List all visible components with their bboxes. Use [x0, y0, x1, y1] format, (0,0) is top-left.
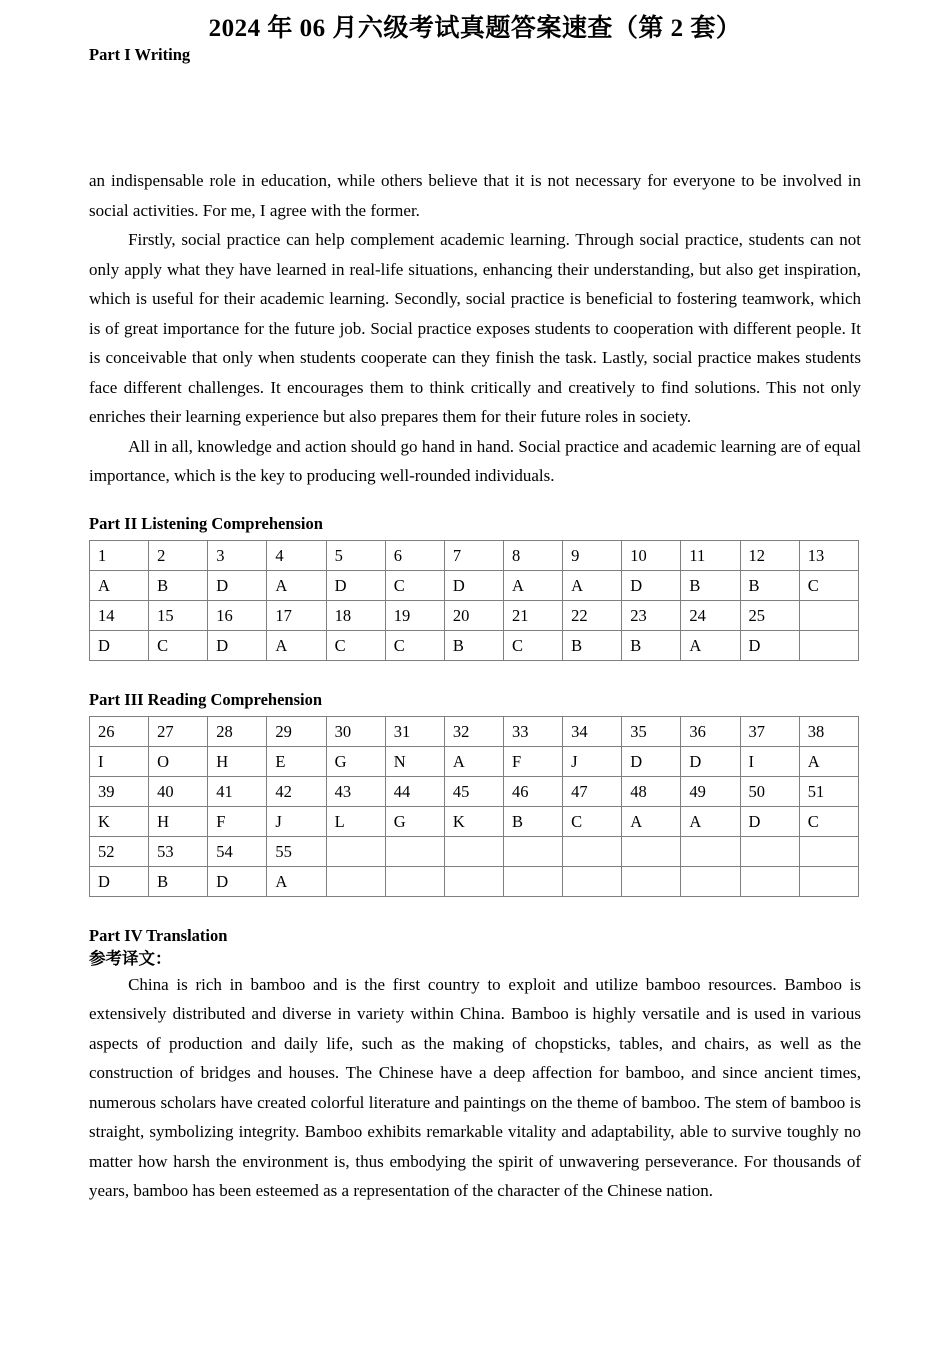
table-row [90, 807, 859, 837]
table-cell: 28 [208, 717, 267, 747]
table-cell: 39 [90, 777, 149, 807]
table-cell: 19 [385, 601, 444, 631]
table-cell: B [149, 867, 208, 897]
table-cell [503, 867, 562, 897]
table-cell: I [90, 747, 149, 777]
table-cell: A [563, 571, 622, 601]
table-cell: 48 [622, 777, 681, 807]
table-cell: B [740, 571, 799, 601]
table-cell: A [90, 571, 149, 601]
table-cell: 23 [622, 601, 681, 631]
table-cell: C [385, 631, 444, 661]
listening-answer-table-body [90, 541, 859, 661]
part-1-heading: Part I Writing [89, 45, 191, 64]
table-cell: B [681, 571, 740, 601]
table-cell: D [326, 571, 385, 601]
table-cell [681, 837, 740, 867]
table-cell: 7 [444, 541, 503, 571]
table-cell: L [326, 807, 385, 837]
table-cell: B [503, 807, 562, 837]
table-cell: 11 [681, 541, 740, 571]
table-cell: 2 [149, 541, 208, 571]
table-cell: 26 [90, 717, 149, 747]
table-cell: J [267, 807, 326, 837]
table-row [90, 601, 859, 631]
table-row [90, 541, 859, 571]
table-cell: 46 [503, 777, 562, 807]
table-cell: 40 [149, 777, 208, 807]
table-cell [622, 837, 681, 867]
table-cell: 17 [267, 601, 326, 631]
table-cell: A [681, 631, 740, 661]
table-cell: 18 [326, 601, 385, 631]
table-cell: 29 [267, 717, 326, 747]
table-cell: D [681, 747, 740, 777]
table-cell [740, 837, 799, 867]
table-cell: 52 [90, 837, 149, 867]
part-2-heading: Part II Listening Comprehension [89, 513, 323, 533]
table-row [90, 717, 859, 747]
table-cell: C [149, 631, 208, 661]
table-cell: 14 [90, 601, 149, 631]
table-cell: H [149, 807, 208, 837]
listening-answer-table [89, 540, 859, 661]
table-cell: 15 [149, 601, 208, 631]
table-cell: N [385, 747, 444, 777]
table-cell [799, 837, 858, 867]
table-cell: A [622, 807, 681, 837]
table-cell: D [90, 867, 149, 897]
table-cell: 13 [799, 541, 858, 571]
table-cell: 45 [444, 777, 503, 807]
table-row [90, 631, 859, 661]
table-cell: D [622, 571, 681, 601]
table-cell [799, 601, 858, 631]
table-cell: 3 [208, 541, 267, 571]
table-cell: 21 [503, 601, 562, 631]
table-cell: 1 [90, 541, 149, 571]
table-cell: B [149, 571, 208, 601]
spacer-after-reading [89, 897, 861, 925]
translation-paragraph-1: China is rich in bamboo and is the first country to exploit and utilize bamboo resources. Bamboo is extensively distributed and diverse in variety within China. Bamboo is highly versatile and is used in various aspects of production and daily life, such as the making of chopsticks, tables, and chairs, as well as the construction of bridges and houses. The Chinese have a deep affection for bamboo, and since ancient times, numerous scholars have created colorful literature and paintings on the theme of bamboo. The stem of bamboo is straight, symbolizing integrity. Bamboo exhibits remarkable vitality and adaptability, able to survive toughly no matter how harsh the environment is, thus embodying the spirit of unwavering perseverance. For thousands of years, bamboo has been esteemed as a representation of the character of the Chinese nation. [89, 974, 861, 1201]
table-cell: I [740, 747, 799, 777]
table-cell: 10 [622, 541, 681, 571]
table-cell: 9 [563, 541, 622, 571]
table-cell: D [444, 571, 503, 601]
table-cell: 43 [326, 777, 385, 807]
writing-blank-area [89, 66, 861, 166]
table-cell: A [503, 571, 562, 601]
table-cell: 4 [267, 541, 326, 571]
table-cell: 44 [385, 777, 444, 807]
part-4-heading: Part IV Translation [89, 926, 228, 946]
table-cell: 8 [503, 541, 562, 571]
writing-paragraph-2: Firstly, social practice can help complement academic learning. Through social practice, students can not only apply what they have learned in real-life situations, enhancing their understanding, but also get inspiration, which is useful for their academic learning. Secondly, social practice is beneficial to fostering teamwork, which is of great importance for the future job. Social practice exposes students to cooperation with different people. It is conceivable that only when students cooperate can they finish the task. Lastly, social practice makes students face different challenges. It encourages them to think critically and creatively to find solutions. This not only enriches their learning experience but also prepares them for their future roles in society. [89, 230, 861, 427]
table-cell: O [149, 747, 208, 777]
table-cell: D [90, 631, 149, 661]
page-title: 2024 年 06 月六级考试真题答案速查（第 2 套） [208, 15, 742, 42]
table-cell: A [267, 867, 326, 897]
table-cell: C [326, 631, 385, 661]
table-cell: 51 [799, 777, 858, 807]
table-row [90, 777, 859, 807]
table-cell: D [208, 631, 267, 661]
table-cell: C [385, 571, 444, 601]
table-cell: 36 [681, 717, 740, 747]
table-cell: 34 [563, 717, 622, 747]
table-cell: D [208, 571, 267, 601]
table-cell: D [622, 747, 681, 777]
table-cell: 38 [799, 717, 858, 747]
writing-paragraph-1: an indispensable role in education, while others believe that it is not necessary for everyone to be involved in social activities. For me, I agree with the former. [89, 171, 861, 220]
table-cell [681, 867, 740, 897]
table-cell: E [267, 747, 326, 777]
table-cell: G [385, 807, 444, 837]
table-cell: 50 [740, 777, 799, 807]
table-cell [563, 867, 622, 897]
table-cell [385, 867, 444, 897]
table-cell [563, 837, 622, 867]
writing-paragraph-3: All in all, knowledge and action should go hand in hand. Social practice and academic learning are of equal importance, which is the key to producing well-rounded individuals. [89, 436, 861, 486]
table-cell [799, 867, 858, 897]
table-cell: 32 [444, 717, 503, 747]
table-cell: 20 [444, 601, 503, 631]
table-cell: K [90, 807, 149, 837]
table-cell: 33 [503, 717, 562, 747]
table-cell: A [444, 747, 503, 777]
table-cell [326, 837, 385, 867]
table-row [90, 571, 859, 601]
reference-translation-label: 参考译文： [89, 948, 172, 968]
table-cell: A [267, 571, 326, 601]
table-cell [740, 867, 799, 897]
table-cell: 31 [385, 717, 444, 747]
table-cell: 37 [740, 717, 799, 747]
table-row [90, 867, 859, 897]
table-cell: 5 [326, 541, 385, 571]
table-cell: 22 [563, 601, 622, 631]
table-cell: 24 [681, 601, 740, 631]
table-cell: J [563, 747, 622, 777]
table-cell: F [503, 747, 562, 777]
table-cell [622, 867, 681, 897]
table-cell [385, 837, 444, 867]
table-cell: C [799, 571, 858, 601]
table-cell: 53 [149, 837, 208, 867]
table-cell: 25 [740, 601, 799, 631]
table-cell: 55 [267, 837, 326, 867]
table-cell: 47 [563, 777, 622, 807]
table-cell: G [326, 747, 385, 777]
table-cell: 54 [208, 837, 267, 867]
table-cell: C [799, 807, 858, 837]
reading-answer-table-body [90, 717, 859, 897]
spacer-after-writing [89, 491, 861, 513]
table-cell: K [444, 807, 503, 837]
table-cell: A [267, 631, 326, 661]
table-cell: A [799, 747, 858, 777]
reading-answer-table [89, 716, 859, 897]
table-cell: D [208, 867, 267, 897]
table-cell: 12 [740, 541, 799, 571]
table-cell: B [444, 631, 503, 661]
spacer-after-listening [89, 661, 861, 689]
table-cell [799, 631, 858, 661]
table-cell [503, 837, 562, 867]
table-cell: 35 [622, 717, 681, 747]
table-cell: 16 [208, 601, 267, 631]
table-cell: 6 [385, 541, 444, 571]
part-3-heading: Part III Reading Comprehension [89, 690, 323, 710]
table-cell: 41 [208, 777, 267, 807]
table-cell [444, 867, 503, 897]
table-cell: C [563, 807, 622, 837]
table-cell: H [208, 747, 267, 777]
table-cell: D [740, 807, 799, 837]
table-cell [326, 867, 385, 897]
table-cell: 27 [149, 717, 208, 747]
table-cell: A [681, 807, 740, 837]
table-row [90, 747, 859, 777]
table-cell: F [208, 807, 267, 837]
table-cell: B [622, 631, 681, 661]
table-cell: B [563, 631, 622, 661]
table-cell: C [503, 631, 562, 661]
table-cell: 30 [326, 717, 385, 747]
table-row [90, 837, 859, 867]
table-cell: 42 [267, 777, 326, 807]
table-cell [444, 837, 503, 867]
table-cell: D [740, 631, 799, 661]
table-cell: 49 [681, 777, 740, 807]
